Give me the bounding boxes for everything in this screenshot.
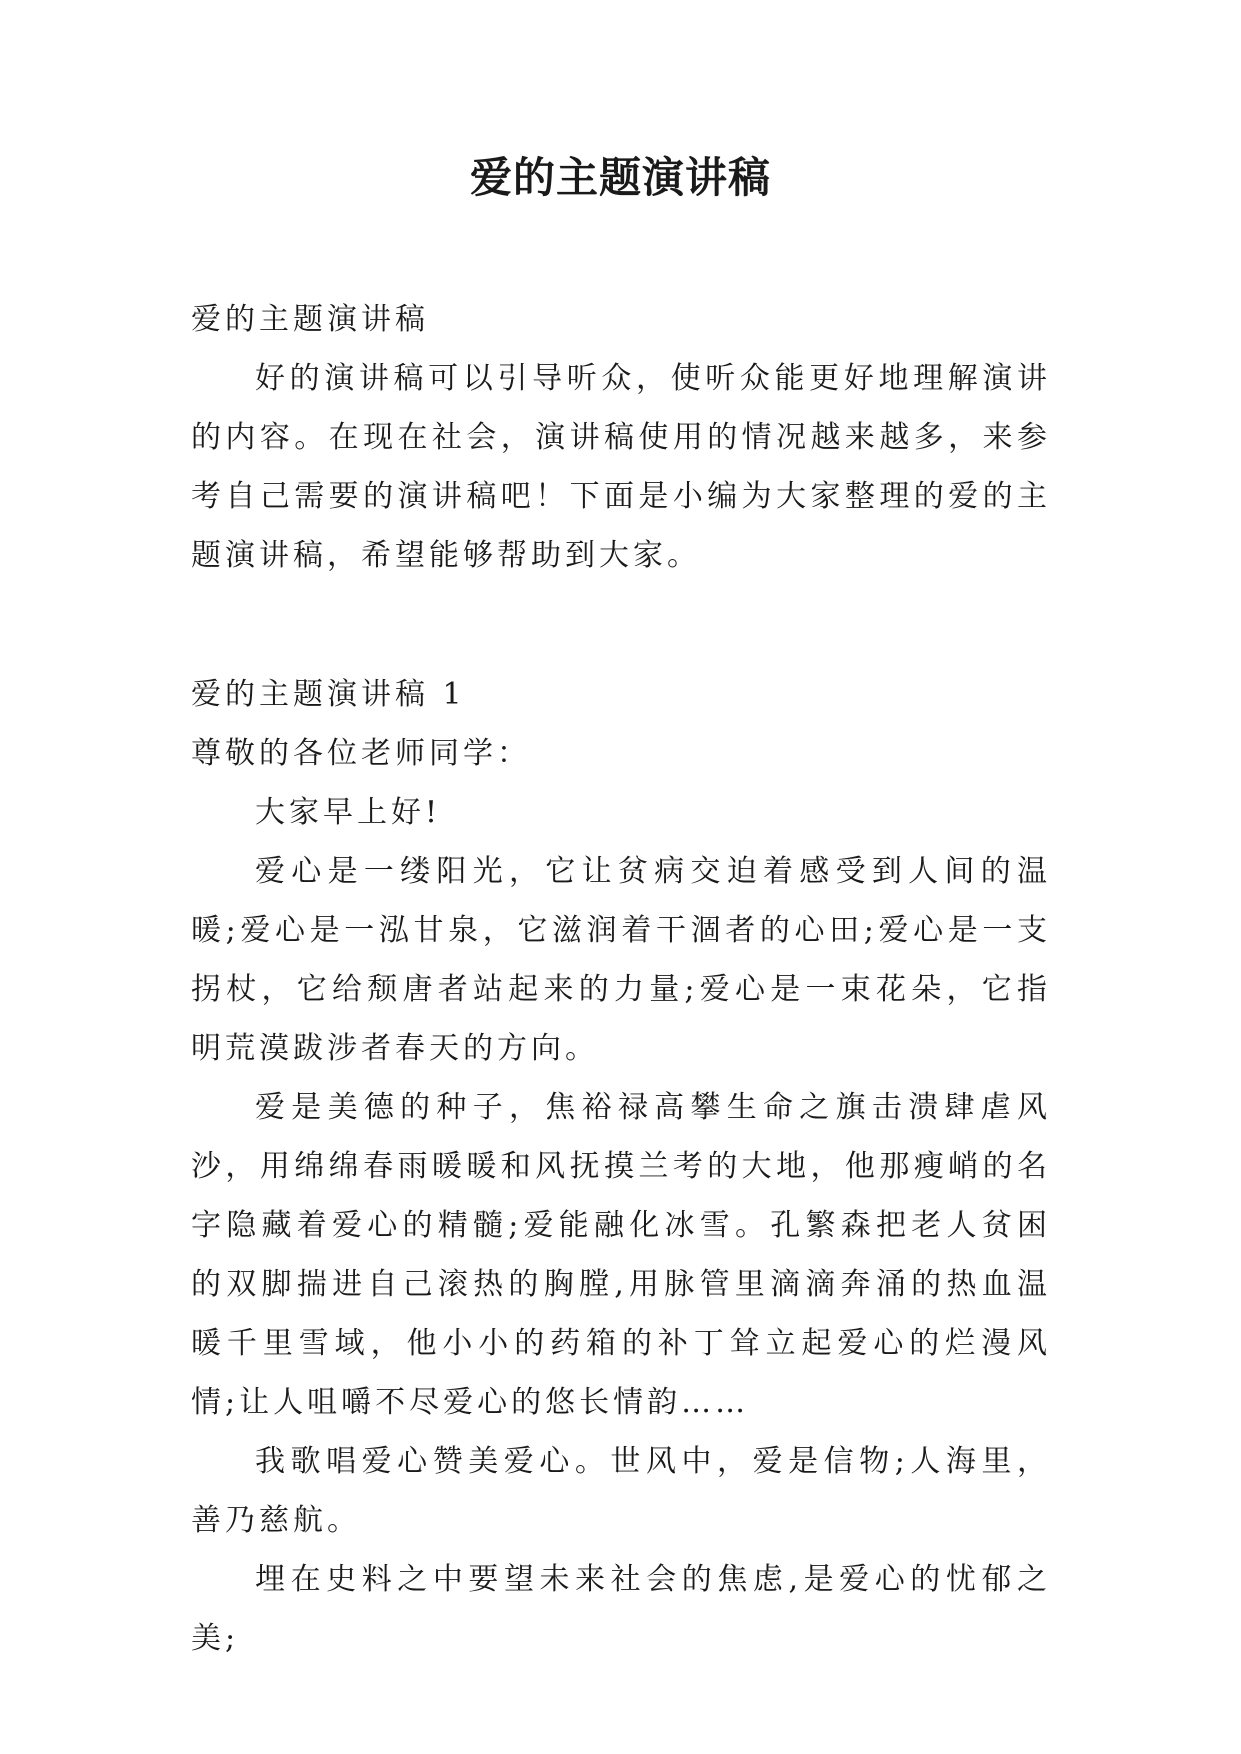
salutation: 尊敬的各位老师同学：	[191, 736, 531, 771]
body-paragraph: 爱是美德的种子，焦裕禄高攀生命之旗击溃肆虐风沙，用绵绵春雨暖暖和风抚摸兰考的大地，他那瘦峭的名字隐藏着爱心的精髓;爱能融化冰雪。孔繁森把老人贫困的双脚揣进自己滚热的胸膛,用脉管里滴滴奔涌的热血温暖千里雪域，他小小的药箱的补丁耸立起爱心的烂漫风情;让人咀嚼不尽爱心的悠长情韵……	[191, 1090, 1051, 1420]
document-body	[191, 290, 1051, 1668]
body-paragraph: 我歌唱爱心赞美爱心。世风中，爱是信物;人海里，善乃慈航。	[191, 1444, 1051, 1538]
body-paragraph: 埋在史料之中要望未来社会的焦虑,是爱心的忧郁之美;	[191, 1562, 1051, 1656]
document-title: 爱的主题演讲稿	[469, 153, 771, 202]
section-heading: 爱的主题演讲稿 1	[191, 677, 466, 712]
body-paragraph: 爱心是一缕阳光，它让贫病交迫着感受到人间的温暖;爱心是一泓甘泉，它滋润着干涸者的心田;爱心是一支拐杖，它给颓唐者站起来的力量;爱心是一束花朵，它指明荒漠跋涉者春天的方向。	[191, 854, 1051, 1066]
subtitle: 爱的主题演讲稿	[191, 302, 429, 337]
intro-paragraph: 好的演讲稿可以引导听众，使听众能更好地理解演讲的内容。在现在社会，演讲稿使用的情况越来越多，来参考自己需要的演讲稿吧！下面是小编为大家整理的爱的主题演讲稿，希望能够帮助到大家。	[191, 361, 1051, 573]
greeting: 大家早上好!	[255, 795, 442, 830]
section-spacer	[191, 585, 1051, 665]
